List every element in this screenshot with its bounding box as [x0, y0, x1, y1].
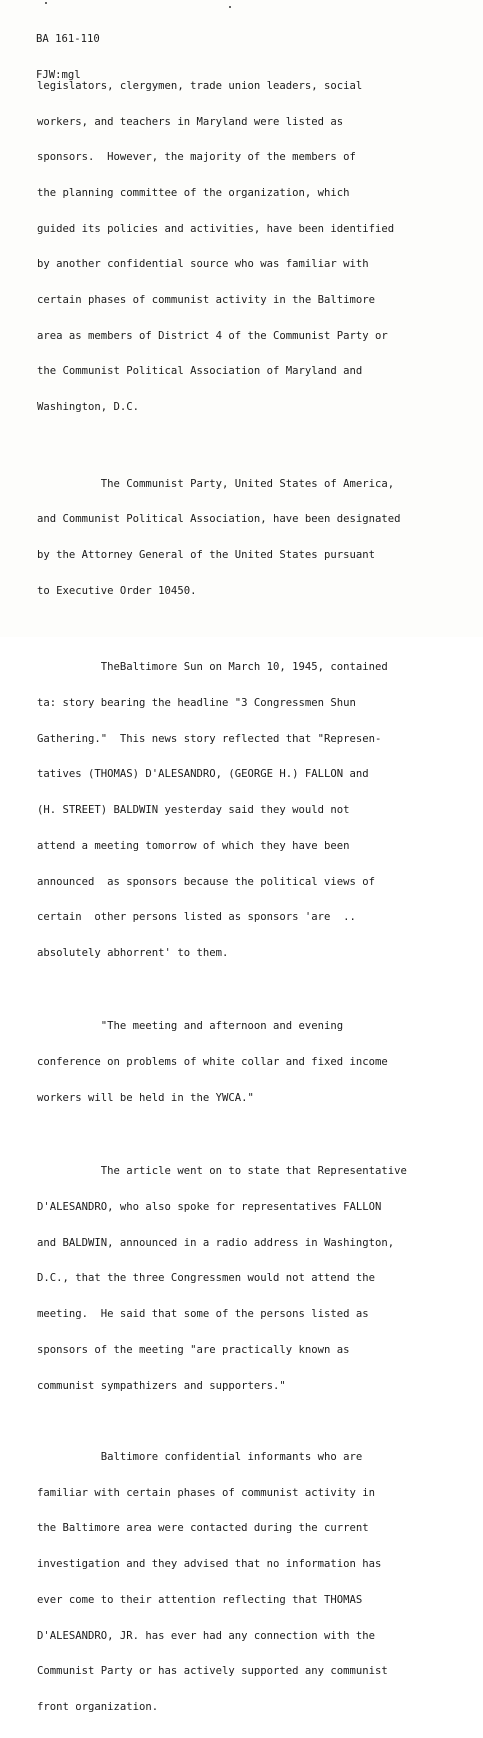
- text-line: D.C., that the three Congressmen would not attend the: [37, 1272, 376, 1285]
- text-line: familiar with certain phases of communist activity in: [37, 1486, 376, 1499]
- text-line: D'ALESANDRO, who also spoke for representatives FALLON: [37, 1201, 382, 1214]
- text-line: and Communist Political Association, have been designated: [37, 513, 401, 526]
- text-line: investigation and they advised that no information has: [37, 1558, 382, 1571]
- text-line: Baltimore confidential informants who are: [37, 1451, 363, 1464]
- text-line: The Communist Party, United States of America,: [37, 477, 395, 490]
- text-line: by another confidential source who was familiar with: [37, 258, 369, 271]
- text-line: by the Attorney General of the United States pursuant: [37, 549, 376, 562]
- paper-speck: [45, 2, 47, 4]
- text-line: ever come to their attention reflecting that THOMAS: [37, 1593, 363, 1606]
- text-line: absolutely abhorrent' to them.: [37, 946, 229, 959]
- paragraph-designation: [37, 455, 477, 622]
- text-line: (H. STREET) BALDWIN yesterday said they would not: [37, 804, 350, 817]
- text-line: Communist Party or has actively supported any communist: [37, 1665, 388, 1678]
- text-line: meeting. He said that some of the persons listed as: [37, 1308, 369, 1321]
- text-line: The article went on to state that Representative: [37, 1165, 407, 1178]
- paragraph-meeting-quote: [37, 998, 477, 1129]
- text-line: workers, and teachers in Maryland were listed as: [37, 115, 344, 128]
- text-line: certain other persons listed as sponsors 'are ..: [37, 911, 356, 924]
- document-body: [37, 57, 477, 1738]
- paragraph-informants: [37, 1428, 477, 1737]
- paragraph-sponsors: [37, 57, 477, 438]
- text-line: attend a meeting tomorrow of which they have been: [37, 839, 350, 852]
- text-line: the planning committee of the organization, which: [37, 186, 350, 199]
- text-line: tatives (THOMAS) D'ALESANDRO, (GEORGE H.) FALLON and: [37, 768, 369, 781]
- text-line: to Executive Order 10450.: [37, 584, 197, 597]
- file-number: BA 161-110: [36, 32, 100, 45]
- text-line: TheBaltimore Sun on March 10, 1945, contained: [37, 661, 388, 674]
- text-line: legislators, clergymen, trade union leaders, social: [37, 79, 363, 92]
- text-line: Washington, D.C.: [37, 401, 140, 414]
- text-line: D'ALESANDRO, JR. has ever had any connection with the: [37, 1629, 376, 1642]
- paper-speck: [229, 6, 231, 8]
- paragraph-article: [37, 1143, 477, 1417]
- text-line: workers will be held in the YWCA.": [37, 1091, 254, 1104]
- text-line: Gathering." This news story reflected that "Represen-: [37, 732, 382, 745]
- text-line: and BALDWIN, announced in a radio address in Washington,: [37, 1236, 395, 1249]
- text-line: announced as sponsors because the political views of: [37, 875, 376, 888]
- text-line: front organization.: [37, 1701, 159, 1713]
- text-line: certain phases of communist activity in the Baltimore: [37, 294, 376, 307]
- text-line: the Baltimore area were contacted during the current: [37, 1522, 369, 1535]
- text-line: the Communist Political Association of Maryland and: [37, 365, 363, 378]
- text-line: sponsors. However, the majority of the members of: [37, 151, 356, 164]
- paragraph-news-story: [37, 638, 477, 983]
- text-line: sponsors of the meeting "are practically known as: [37, 1343, 350, 1356]
- text-line: communist sympathizers and supporters.": [37, 1379, 286, 1392]
- text-line: area as members of District 4 of the Communist Party or: [37, 329, 388, 342]
- text-line: ta: story bearing the headline "3 Congressmen Shun: [37, 696, 356, 709]
- typist-initials: FJW:mgl: [36, 68, 81, 81]
- text-line: "The meeting and afternoon and evening: [37, 1020, 344, 1033]
- text-line: conference on problems of white collar and fixed income: [37, 1056, 388, 1069]
- text-line: guided its policies and activities, have been identified: [37, 222, 395, 235]
